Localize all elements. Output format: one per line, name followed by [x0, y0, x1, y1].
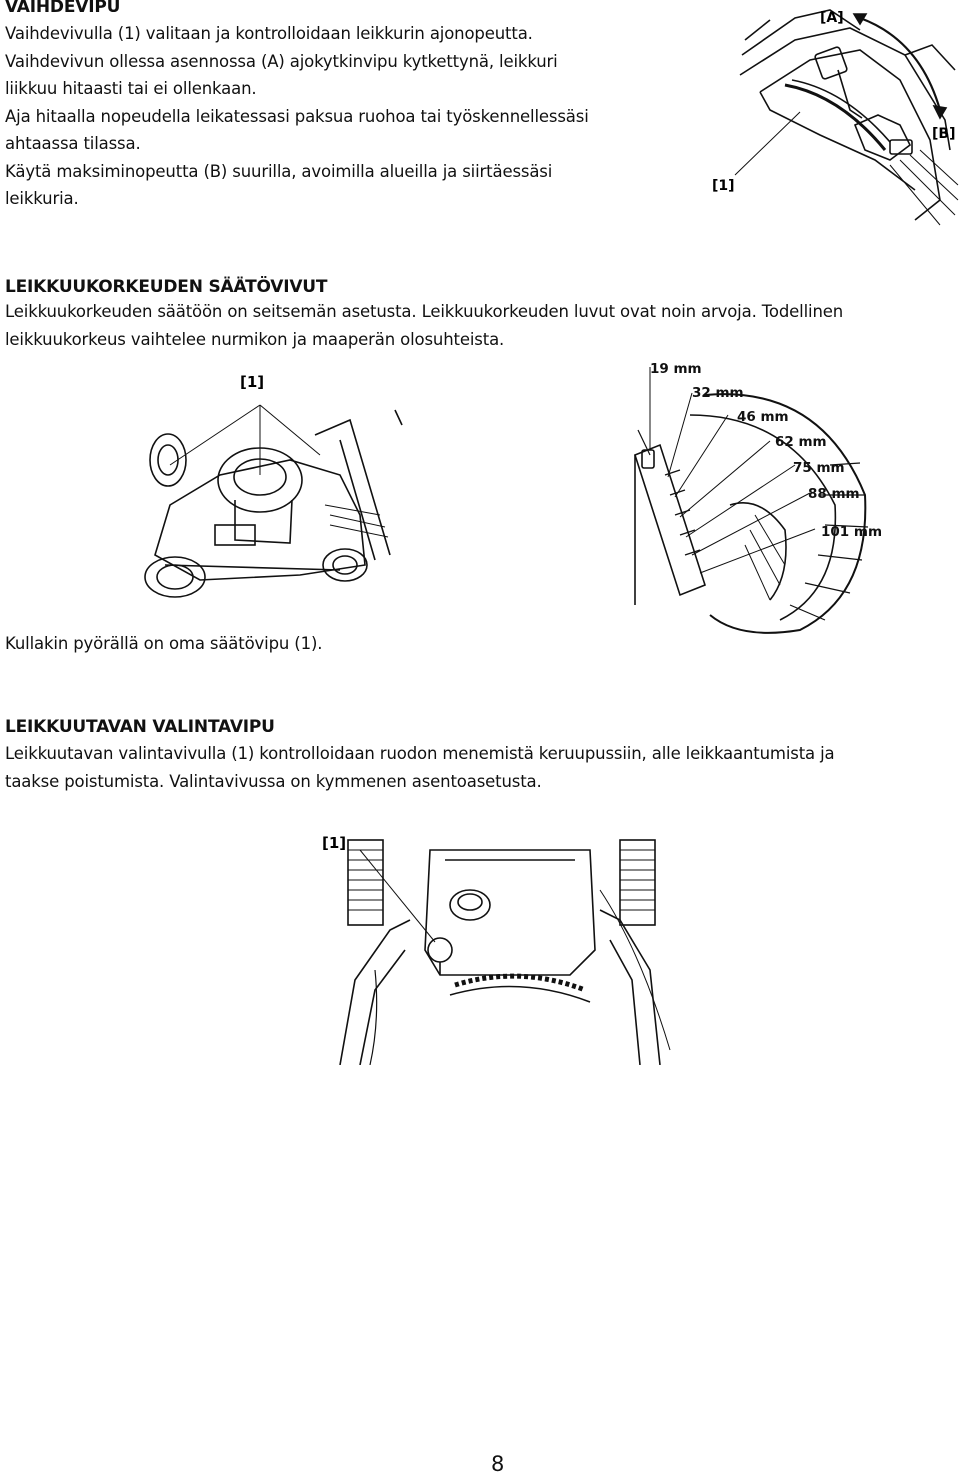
gear-lever-figure — [700, 0, 960, 232]
gear-lever-heading: VAIHDEVIPU — [5, 0, 121, 17]
gear-lever-line-3: liikkuu hitaasti tai ei ollenkaan. — [5, 79, 257, 98]
page-number: 8 — [491, 1452, 505, 1476]
mode-lever-text — [5, 740, 835, 795]
height-32-label: 32 mm — [692, 385, 744, 401]
height-19-label: 19 mm — [650, 361, 702, 377]
wheel-height-figure — [620, 355, 960, 640]
gear-lever-line-5: ahtaassa tilassa. — [5, 134, 141, 153]
height-62-label: 62 mm — [775, 434, 827, 450]
gear-lever-line-4: Aja hitaalla nopeudella leikatessasi paksua ruohoa tai työskennellessäsi — [5, 106, 589, 126]
mower-figure-label-1: [1] — [240, 373, 265, 391]
mode-figure-label-1: [1] — [322, 834, 347, 852]
gear-figure-label-b: [B] — [932, 126, 956, 142]
gear-lever-line-2: Vaihdevivun ollessa asennossa (A) ajokytkinvipu kytkettynä, leikkuri — [5, 51, 558, 71]
height-101-label: 101 mm — [821, 524, 883, 540]
cut-height-line-1: Leikkuukorkeuden säätöön on seitsemän asetusta. Leikkuukorkeuden luvut ovat noin arvoja. Todellinen — [5, 302, 844, 321]
mode-lever-heading: LEIKKUUTAVAN VALINTAVIPU — [5, 717, 275, 737]
cut-height-line-2: leikkuukorkeus vaihtelee nurmikon ja maaperän olosuhteista. — [5, 329, 505, 349]
gear-lever-line-7: leikkuria. — [5, 189, 79, 208]
height-46-label: 46 mm — [737, 409, 789, 425]
gear-figure-label-a: [A] — [820, 10, 844, 26]
mower-figure — [140, 365, 410, 605]
mode-lever-line-2: taakse poistumista. Valintavivussa on kymmenen asentoasetusta. — [5, 771, 542, 791]
height-88-label: 88 mm — [808, 486, 860, 502]
height-75-label: 75 mm — [793, 460, 845, 476]
cut-height-text — [5, 298, 843, 353]
cut-height-heading: LEIKKUUKORKEUDEN SÄÄTÖVIVUT — [5, 277, 328, 297]
gear-figure-label-1: [1] — [712, 178, 735, 194]
gear-lever-text — [5, 20, 589, 213]
mode-lever-figure — [320, 830, 680, 1065]
gear-lever-line-6: Käytä maksiminopeutta (B) suurilla, avoimilla alueilla ja siirtäessäsi — [5, 161, 553, 181]
gear-lever-line-1: Vaihdevivulla (1) valitaan ja kontrolloidaan leikkurin ajonopeutta. — [5, 24, 533, 43]
mode-lever-line-1: Leikkuutavan valintavivulla (1) kontrolloidaan ruodon menemistä keruupussiin, alle leikkaantumista ja — [5, 744, 835, 763]
cut-height-caption: Kullakin pyörällä on oma säätövipu (1). — [5, 634, 323, 653]
